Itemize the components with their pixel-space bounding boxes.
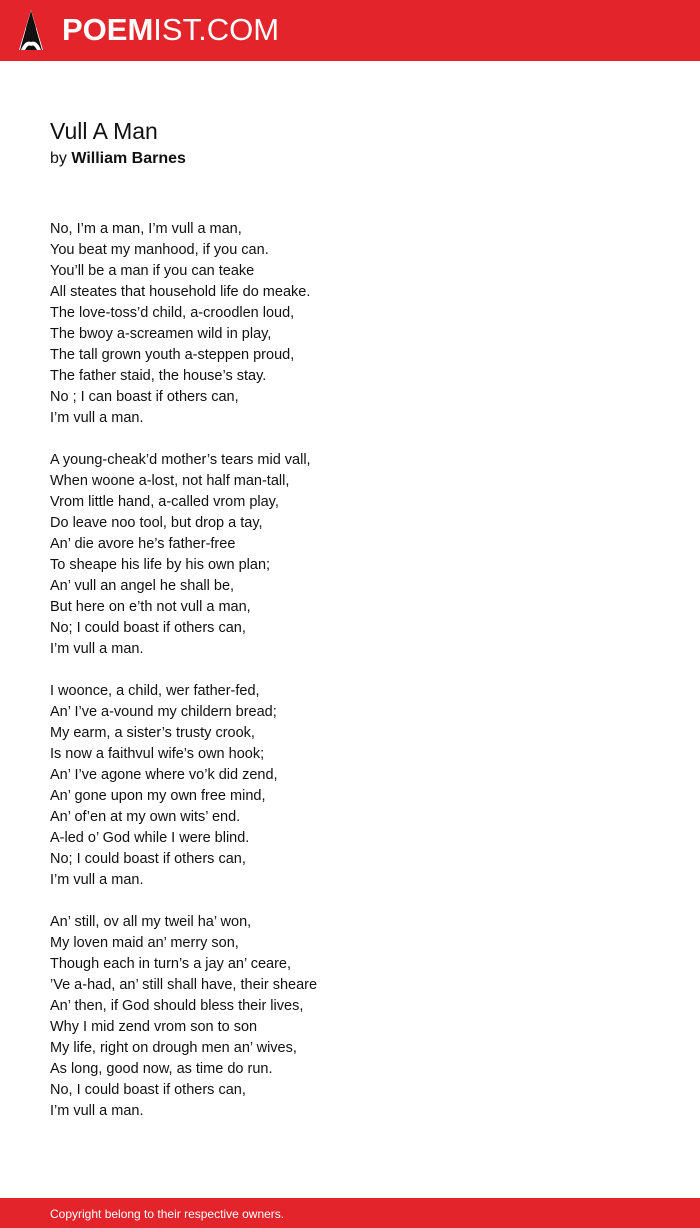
site-footer [0,1198,700,1228]
poem-line: Do leave noo tool, but drop a tay, [50,515,263,531]
poem-line: To sheape his life by his own plan; [50,557,271,573]
poem-line: Vrom little hand, a-called vrom play, [50,494,279,510]
poem-line: A-led o’ God while I were blind. [50,830,250,846]
logo-rest-text: IST.COM [153,12,280,47]
byline [50,149,186,169]
author-name[interactable]: William Barnes [71,150,186,167]
poem-line: You’ll be a man if you can teake [50,263,255,279]
site-logo-text [62,12,279,48]
site-header [0,0,700,61]
poem-line: No; I could boast if others can, [50,851,246,867]
poem-line: Is now a faithvul wife’s own hook; [50,746,265,762]
poem-line: My loven maid an’ merry son, [50,935,239,951]
poem-line: The love-toss’d child, a-croodlen loud, [50,305,295,321]
stanza [50,219,670,429]
poem-body [50,219,670,1143]
poem-line: As long, good now, as time do run. [50,1061,273,1077]
logo-bold-text: POEM [62,12,154,47]
stanza [50,450,670,660]
poem-line: I’m vull a man. [50,641,144,657]
poem-line: An’ then, if God should bless their lives, [50,998,304,1014]
poem-line: When woone a-lost, not half man-tall, [50,473,290,489]
poem-line: The bwoy a-screamen wild in play, [50,326,272,342]
poem-line: All steates that household life do meake. [50,284,311,300]
poem-line: No ; I can boast if others can, [50,389,239,405]
poem-line: My life, right on drough men an’ wives, [50,1040,297,1056]
poem-line: An’ of’en at my own wits’ end. [50,809,241,825]
poem-line: An’ die avore he’s father-free [50,536,236,552]
poem-line: Why I mid zend vrom son to son [50,1019,258,1035]
poem-line: I’m vull a man. [50,872,144,888]
copyright-text: Copyright belong to their respective owners. [50,1207,285,1221]
poem-line: I woonce, a child, wer father-fed, [50,683,260,699]
pencil-tip-icon [18,9,44,51]
poem-line: I’m vull a man. [50,1103,144,1119]
poem-line: ’Ve a-had, an’ still shall have, their sheare [50,977,318,993]
poem-line: An’ vull an angel he shall be, [50,578,235,594]
poem-line: An’ I’ve agone where vo’k did zend, [50,767,278,783]
poem-line: A young-cheak’d mother’s tears mid vall, [50,452,311,468]
by-label: by [50,150,67,167]
stanza [50,912,670,1122]
poem-line: No, I could boast if others can, [50,1082,246,1098]
poem-title: Vull A Man [50,118,158,144]
poem-line: No, I’m a man, I’m vull a man, [50,221,242,237]
poem-line: You beat my manhood, if you can. [50,242,269,258]
poem-line: No; I could boast if others can, [50,620,246,636]
poem-line: But here on e’th not vull a man, [50,599,251,615]
poem-line: The father staid, the house’s stay. [50,368,267,384]
stanza [50,681,670,891]
poem-line: I’m vull a man. [50,410,144,426]
poem-line: An’ I’ve a-vound my childern bread; [50,704,277,720]
poem-line: An’ gone upon my own free mind, [50,788,266,804]
poem-line: Though each in turn’s a jay an’ ceare, [50,956,292,972]
poem-line: The tall grown youth a-steppen proud, [50,347,295,363]
poem-line: My earm, a sister’s trusty crook, [50,725,255,741]
poem-line: An’ still, ov all my tweil ha’ won, [50,914,252,930]
